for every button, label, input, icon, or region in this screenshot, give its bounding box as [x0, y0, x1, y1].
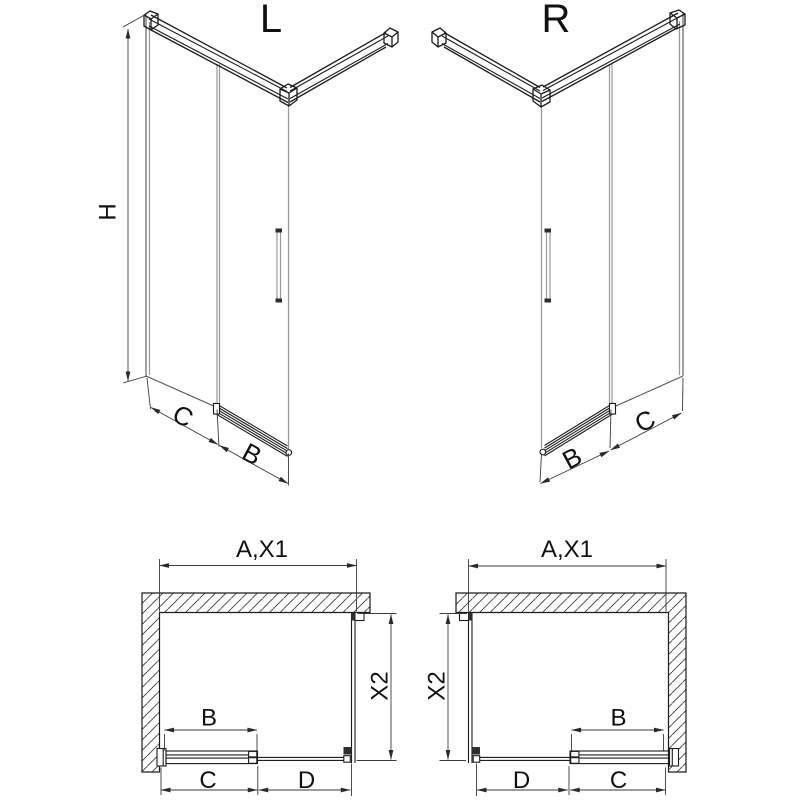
wall-profile: [157, 749, 166, 767]
variant-label-l: L: [259, 0, 283, 41]
dim-label-side-width: C: [167, 398, 199, 434]
dim-label-bottom-left: C: [199, 766, 217, 794]
plan-view-right: [424, 536, 687, 796]
plan-view-left: [142, 536, 397, 796]
rail-end-cap: [540, 449, 546, 455]
dim-label-bottom-right: C: [609, 766, 628, 794]
wall-profile: [670, 749, 679, 767]
bottom-rail: [540, 403, 616, 456]
walkin-panel: [157, 749, 350, 767]
dim-label-total-width: A,X1: [235, 536, 289, 563]
dim-label-depth: X2: [366, 671, 394, 701]
iso-view-left: [95, 0, 399, 486]
iso-view-right: [432, 0, 685, 484]
variant-label-r: R: [541, 0, 571, 41]
dim-label-bottom-left: D: [512, 766, 531, 794]
dim-label-door-width: B: [237, 436, 267, 472]
dim-label-depth: X2: [423, 671, 451, 701]
door-handle: [276, 229, 283, 303]
dim-label-height: H: [94, 203, 122, 221]
walkin-panel: [473, 749, 678, 767]
top-bar-right-wing: [290, 28, 398, 102]
dim-label-bottom-right: D: [297, 766, 316, 794]
side-panel: [344, 613, 365, 764]
wall-section: [142, 593, 370, 772]
side-panel: [460, 613, 481, 764]
top-bar-left-wing: [432, 28, 540, 102]
stabilizer-end-cap: [473, 756, 480, 763]
stabilizer-end-cap: [344, 756, 351, 763]
rail-bracket: [344, 747, 352, 755]
dim-label-door-width: B: [557, 440, 587, 476]
dim-label-glass: B: [200, 704, 218, 732]
dim-label-total-width: A,X1: [540, 536, 594, 563]
door-handle: [545, 229, 552, 303]
rail-bracket: [472, 747, 480, 755]
corner-connector: [280, 84, 297, 106]
dim-label-glass: B: [610, 704, 627, 732]
wall-section: [456, 593, 686, 772]
dim-label-side-width: C: [629, 403, 661, 439]
